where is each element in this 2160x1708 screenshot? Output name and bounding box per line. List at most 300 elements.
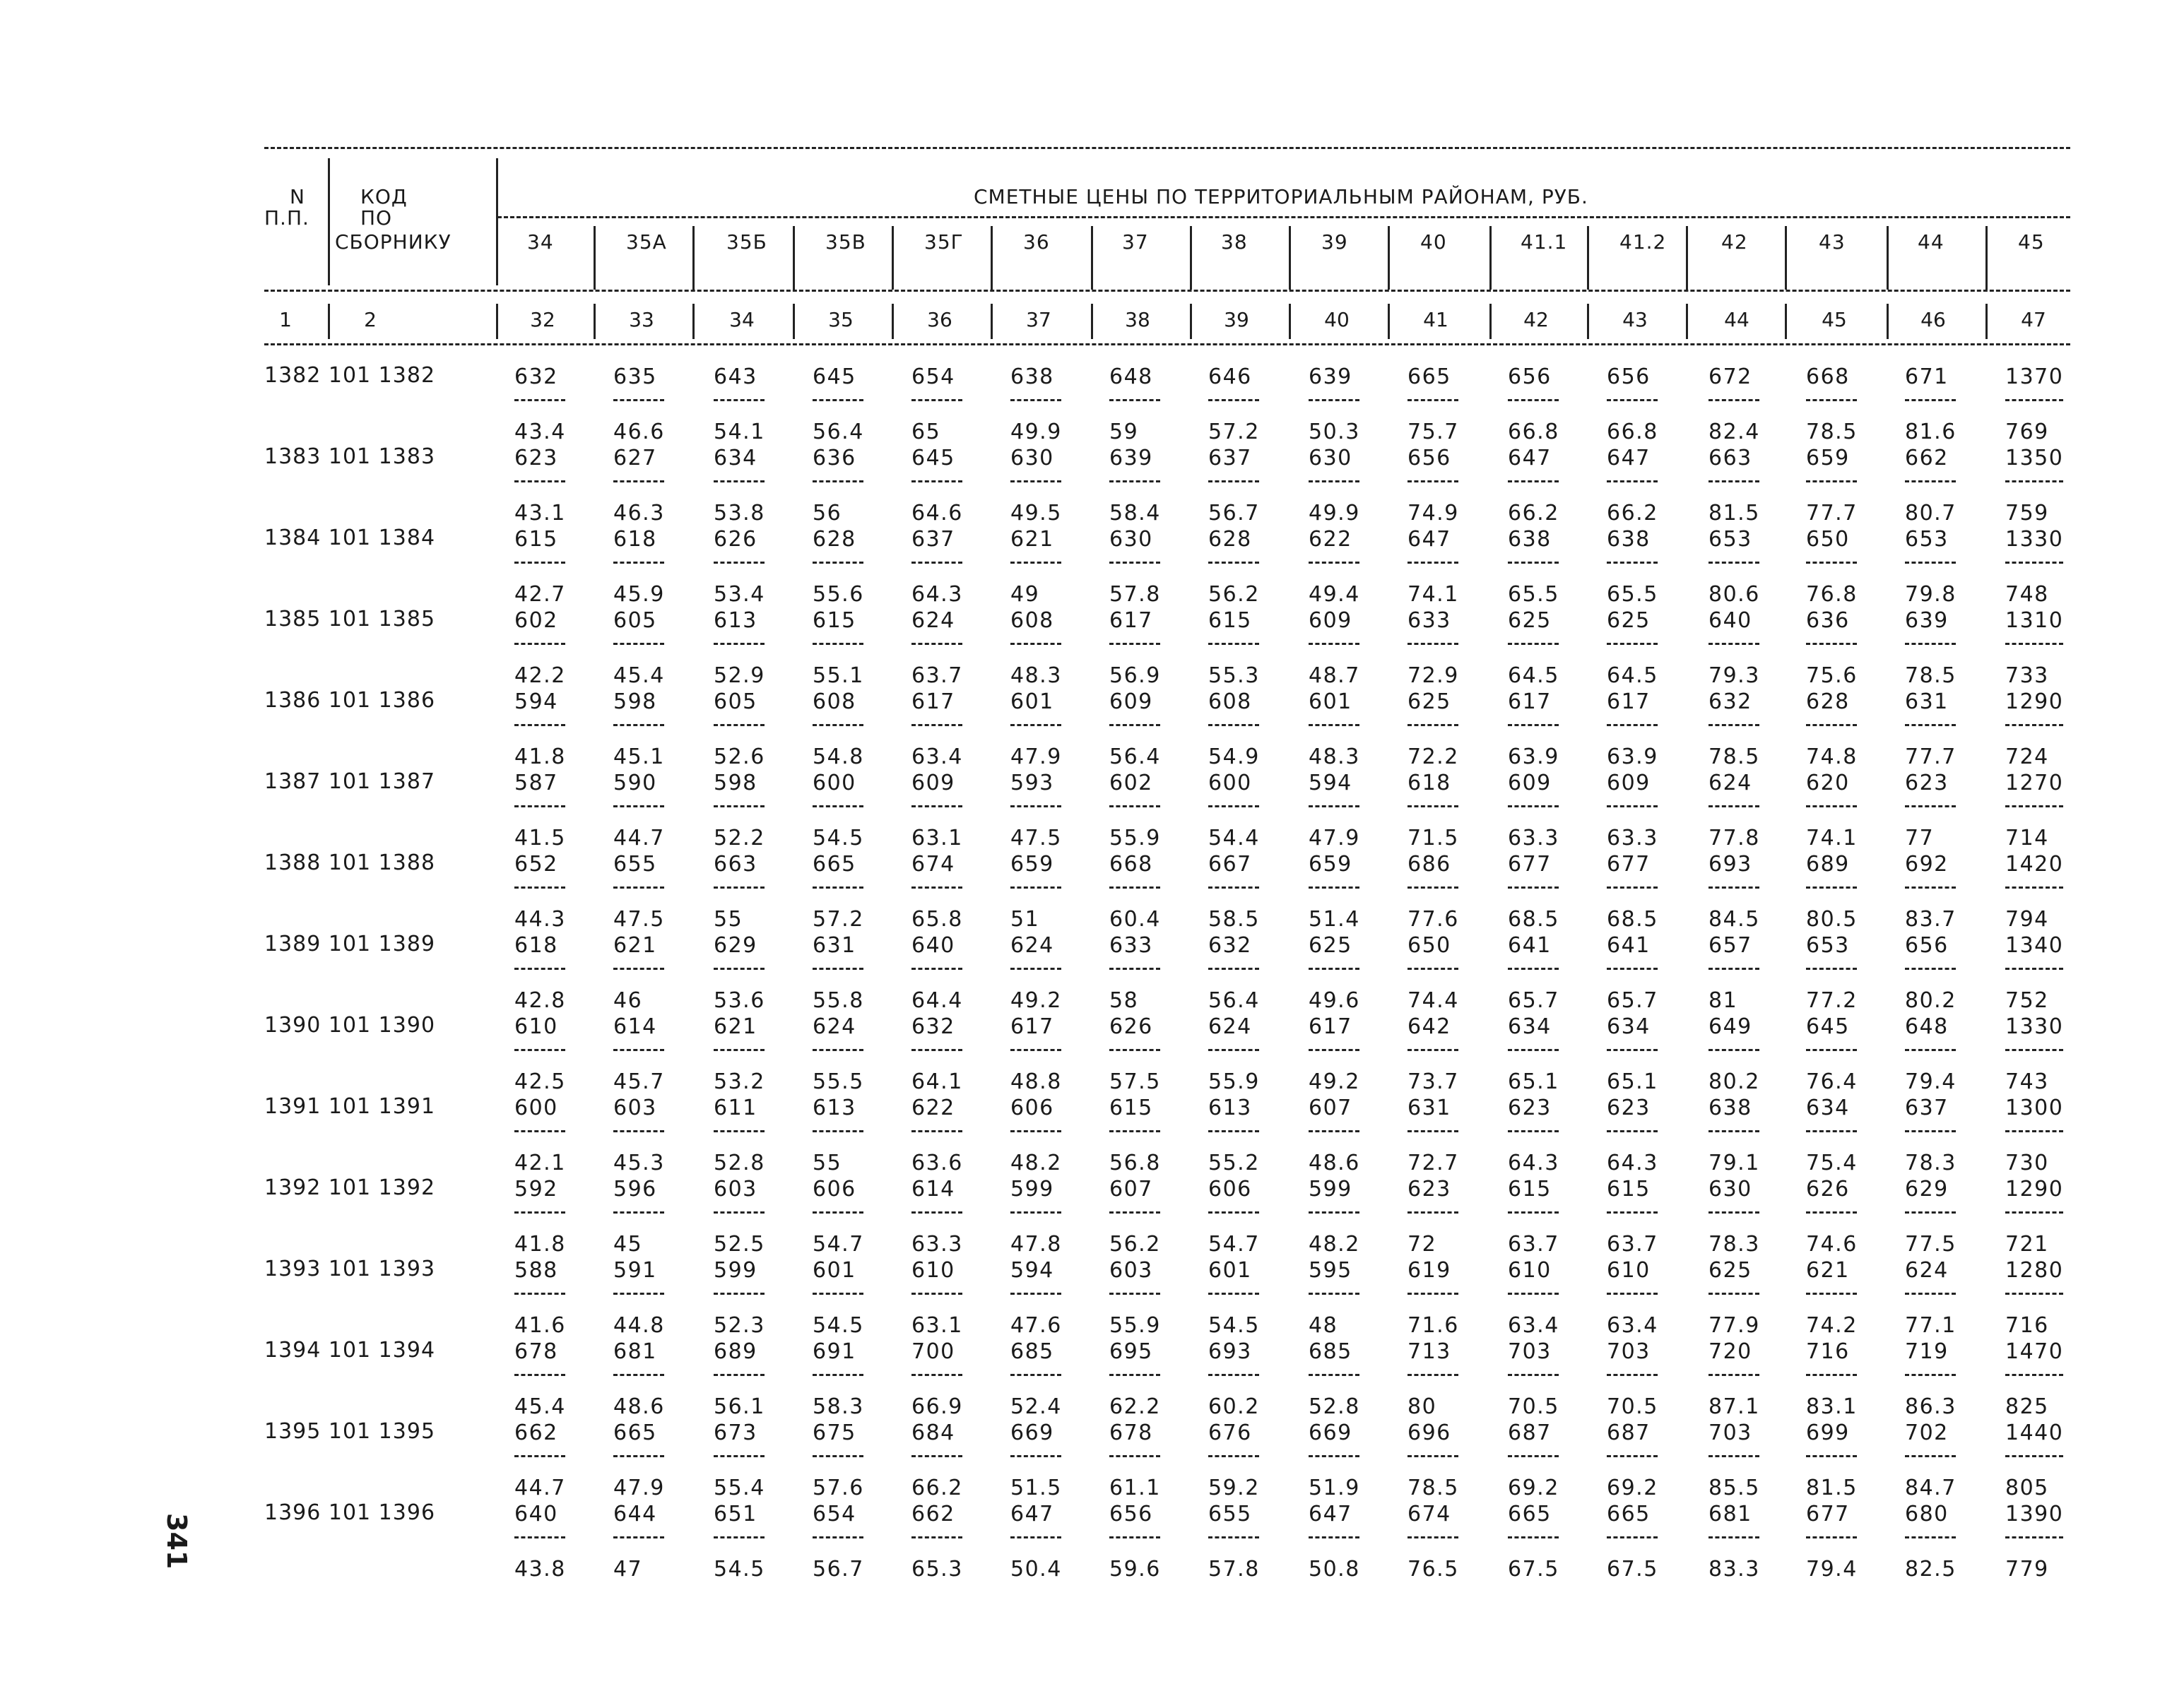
price-cell: 624 — [1708, 771, 1752, 795]
row-label: 1384 101 1384 — [264, 526, 436, 550]
price-cell: 656 — [1905, 933, 1949, 958]
price-cell: 624 — [813, 1014, 856, 1039]
fraction-cell: 65.5 — [1607, 582, 1658, 607]
fraction-cell: 44.7 — [613, 826, 665, 850]
fraction-bar — [1109, 1049, 1160, 1051]
fraction-bar — [1806, 643, 1857, 645]
fraction-cell: 54.5 — [813, 826, 864, 850]
top-rule — [264, 147, 2070, 149]
fraction-bar — [1806, 1049, 1857, 1051]
header-bottom-rule — [264, 343, 2070, 345]
price-cell: 638 — [1010, 364, 1054, 389]
fraction-bar — [1905, 1536, 1956, 1538]
fraction-cell: 46 — [613, 988, 643, 1013]
fraction-cell: 56 — [813, 501, 842, 526]
fraction-bar — [813, 968, 863, 970]
fraction-cell: 66.2 — [911, 1476, 963, 1500]
price-cell: 663 — [1708, 446, 1752, 470]
fraction-bar — [1010, 1374, 1061, 1376]
fraction-cell: 49.9 — [1010, 420, 1062, 444]
fraction-cell: 80.6 — [1708, 582, 1760, 607]
price-cell: 665 — [813, 852, 856, 877]
fraction-cell: 62.2 — [1109, 1394, 1161, 1419]
column-number: 47 — [2021, 308, 2046, 331]
fraction-bar — [813, 1536, 863, 1538]
column-number: 46 — [1920, 308, 1946, 331]
fraction-cell: 52.6 — [714, 745, 765, 769]
price-cell: 639 — [1109, 446, 1153, 470]
fraction-bar — [1010, 399, 1061, 401]
fraction-cell: 60.4 — [1109, 907, 1161, 932]
fraction-bar — [813, 643, 863, 645]
fraction-cell: 48.6 — [1309, 1151, 1360, 1175]
price-cell: 656 — [1508, 364, 1552, 389]
row-label: 1396 101 1396 — [264, 1500, 436, 1525]
fraction-bar — [2005, 1374, 2063, 1376]
price-cell: 598 — [613, 689, 657, 714]
price-cell: 634 — [1607, 1014, 1651, 1039]
price-cell: 632 — [514, 364, 558, 389]
price-cell: 668 — [1109, 852, 1153, 877]
price-cell: 659 — [1309, 852, 1352, 877]
price-cell: 587 — [514, 771, 558, 795]
price-cell: 598 — [714, 771, 757, 795]
column-number-divider — [1190, 304, 1192, 339]
price-cell: 623 — [1607, 1096, 1651, 1120]
fraction-cell: 56.8 — [1109, 1151, 1161, 1175]
district-divider — [1091, 226, 1093, 290]
fraction-bar — [1208, 968, 1259, 970]
district-divider — [1289, 226, 1291, 290]
price-cell: 596 — [613, 1177, 657, 1202]
fraction-bar — [813, 1293, 863, 1295]
price-cell: 625 — [1407, 689, 1451, 714]
price-cell: 665 — [1607, 1502, 1651, 1526]
fraction-cell: 63.3 — [1508, 826, 1559, 850]
fraction-bar — [613, 1536, 664, 1538]
fraction-cell: 71.5 — [1407, 826, 1459, 850]
fraction-bar — [1407, 480, 1458, 482]
price-cell: 641 — [1607, 933, 1651, 958]
fraction-bar — [1806, 1211, 1857, 1214]
price-cell: 613 — [1208, 1096, 1252, 1120]
price-cell: 605 — [714, 689, 757, 714]
fraction-bar — [1905, 1130, 1956, 1132]
fraction-bar — [813, 805, 863, 807]
price-cell: 1390 — [2005, 1502, 2064, 1526]
price-cell: 647 — [1607, 446, 1651, 470]
price-cell: 713 — [1407, 1339, 1451, 1364]
price-cell: 621 — [1010, 527, 1054, 552]
fraction-bar — [514, 480, 565, 482]
district-divider — [594, 226, 596, 290]
price-cell: 602 — [1109, 771, 1153, 795]
fraction-cell: 85.5 — [1708, 1476, 1760, 1500]
fraction-cell: 42.7 — [514, 582, 566, 607]
fraction-bar — [1708, 480, 1759, 482]
fraction-cell: 80 — [1407, 1394, 1437, 1419]
price-cell: 716 — [1806, 1339, 1850, 1364]
price-cell: 665 — [613, 1421, 657, 1445]
fraction-bar — [1905, 968, 1956, 970]
fraction-cell: 57.2 — [1208, 420, 1260, 444]
price-cell: 624 — [1905, 1258, 1949, 1283]
fraction-bar — [1905, 480, 1956, 482]
fraction-bar — [1309, 1374, 1359, 1376]
fraction-bar — [514, 1536, 565, 1538]
fraction-cell: 54.4 — [1208, 826, 1260, 850]
price-cell: 631 — [1905, 689, 1949, 714]
price-cell: 637 — [1905, 1096, 1949, 1120]
fraction-cell: 55.5 — [813, 1069, 864, 1094]
column-number-divider — [1388, 304, 1390, 339]
column-number-divider — [1289, 304, 1291, 339]
price-cell: 606 — [1010, 1096, 1054, 1120]
row-label: 1386 101 1386 — [264, 688, 436, 713]
row-label: 1389 101 1389 — [264, 932, 436, 956]
price-cell: 628 — [1208, 527, 1252, 552]
column-number-divider — [692, 304, 695, 339]
fraction-cell: 66.8 — [1607, 420, 1658, 444]
fraction-cell: 80.2 — [1905, 988, 1957, 1013]
fraction-cell: 63.9 — [1508, 745, 1559, 769]
price-cell: 591 — [613, 1258, 657, 1283]
fraction-cell: 84.5 — [1708, 907, 1760, 932]
column-number: 36 — [927, 308, 952, 331]
price-cell: 1290 — [2005, 1177, 2064, 1202]
fraction-bar — [1508, 1130, 1559, 1132]
fraction-cell: 86.3 — [1905, 1394, 1957, 1419]
fraction-bar — [613, 1455, 664, 1457]
row-label: 1382 101 1382 — [264, 363, 436, 388]
fraction-bar — [613, 562, 664, 564]
fraction-bar — [1508, 1293, 1559, 1295]
fraction-cell: 81.6 — [1905, 420, 1957, 444]
price-cell: 610 — [1508, 1258, 1552, 1283]
fraction-cell: 55.8 — [813, 988, 864, 1013]
fraction-cell: 83.7 — [1905, 907, 1957, 932]
fraction-cell: 63.4 — [911, 745, 963, 769]
row-label: 1392 101 1392 — [264, 1175, 436, 1200]
price-cell: 662 — [911, 1502, 955, 1526]
fraction-bar — [613, 1130, 664, 1132]
fraction-bar — [714, 724, 765, 726]
fraction-cell: 77.5 — [1905, 1232, 1957, 1257]
price-cell: 644 — [613, 1502, 657, 1526]
fraction-bar — [1905, 886, 1956, 889]
fraction-bar — [1407, 1049, 1458, 1051]
fraction-bar — [1309, 1211, 1359, 1214]
price-cell: 689 — [1806, 852, 1850, 877]
fraction-cell: 57.8 — [1109, 582, 1161, 607]
fraction-cell: 47.8 — [1010, 1232, 1062, 1257]
fraction-bar — [1309, 1130, 1359, 1132]
price-cell: 634 — [1806, 1096, 1850, 1120]
fraction-cell: 45.7 — [613, 1069, 665, 1094]
fraction-bar — [1508, 1455, 1559, 1457]
price-cell: 624 — [1010, 933, 1054, 958]
fraction-bar — [1109, 1211, 1160, 1214]
price-cell: 614 — [613, 1014, 657, 1039]
fraction-bar — [1607, 1130, 1658, 1132]
price-cell: 653 — [1905, 527, 1949, 552]
fraction-cell: 55.6 — [813, 582, 864, 607]
fraction-cell: 825 — [2005, 1394, 2049, 1419]
price-cell: 594 — [1010, 1258, 1054, 1283]
fraction-bar — [911, 399, 962, 401]
row-label: 1391 101 1391 — [264, 1094, 436, 1119]
fraction-bar — [1407, 724, 1458, 726]
price-cell: 677 — [1806, 1502, 1850, 1526]
fraction-cell: 47.5 — [613, 907, 665, 932]
price-cell: 680 — [1905, 1502, 1949, 1526]
fraction-cell: 77.2 — [1806, 988, 1858, 1013]
price-cell: 654 — [911, 364, 955, 389]
price-cell: 620 — [1806, 771, 1850, 795]
price-cell: 640 — [911, 933, 955, 958]
fraction-cell: 53.6 — [714, 988, 765, 1013]
price-cell: 636 — [1806, 608, 1850, 633]
fraction-cell: 63.7 — [1508, 1232, 1559, 1257]
fraction-cell: 56.2 — [1109, 1232, 1161, 1257]
fraction-bar — [1309, 1536, 1359, 1538]
price-cell: 691 — [813, 1339, 856, 1364]
fraction-bar — [1806, 724, 1857, 726]
fraction-bar — [2005, 643, 2063, 645]
district-header: 35Г — [924, 230, 964, 254]
fraction-bar — [911, 1293, 962, 1295]
fraction-cell: 74.1 — [1407, 582, 1459, 607]
fraction-bar — [613, 480, 664, 482]
fraction-bar — [1407, 1211, 1458, 1214]
price-cell: 608 — [1208, 689, 1252, 714]
price-cell: 1330 — [2005, 527, 2064, 552]
price-cell: 675 — [813, 1421, 856, 1445]
price-cell: 600 — [1208, 771, 1252, 795]
price-cell: 665 — [1508, 1502, 1552, 1526]
fraction-cell: 56.7 — [813, 1557, 864, 1582]
fraction-cell: 58.5 — [1208, 907, 1260, 932]
fraction-cell: 52.3 — [714, 1313, 765, 1338]
fraction-bar — [911, 886, 962, 889]
fraction-bar — [1309, 1293, 1359, 1295]
fraction-bar — [1109, 1374, 1160, 1376]
fraction-cell: 44.7 — [514, 1476, 566, 1500]
district-divider — [991, 226, 993, 290]
price-cell: 692 — [1905, 852, 1949, 877]
fraction-cell: 45.3 — [613, 1151, 665, 1175]
fraction-cell: 54.5 — [1208, 1313, 1260, 1338]
fraction-bar — [714, 480, 765, 482]
fraction-cell: 43.8 — [514, 1557, 566, 1582]
fraction-bar — [1208, 1211, 1259, 1214]
fraction-bar — [1806, 805, 1857, 807]
fraction-bar — [1806, 1374, 1857, 1376]
fraction-bar — [1708, 1536, 1759, 1538]
fraction-cell: 54.1 — [714, 420, 765, 444]
column-number-divider — [1587, 304, 1589, 339]
fraction-cell: 81.5 — [1806, 1476, 1858, 1500]
fraction-bar — [1010, 1536, 1061, 1538]
fraction-cell: 56.2 — [1208, 582, 1260, 607]
fraction-bar — [514, 399, 565, 401]
fraction-bar — [1407, 562, 1458, 564]
price-cell: 617 — [1607, 689, 1651, 714]
fraction-bar — [1905, 399, 1956, 401]
fraction-bar — [813, 1211, 863, 1214]
fraction-cell: 55 — [813, 1151, 842, 1175]
fraction-bar — [714, 968, 765, 970]
fraction-bar — [514, 643, 565, 645]
fraction-bar — [1407, 1374, 1458, 1376]
fraction-bar — [1607, 968, 1658, 970]
fraction-bar — [1508, 399, 1559, 401]
price-cell: 625 — [1708, 1258, 1752, 1283]
fraction-cell: 41.5 — [514, 826, 566, 850]
fraction-cell: 54.9 — [1208, 745, 1260, 769]
price-cell: 600 — [813, 771, 856, 795]
fraction-bar — [2005, 1211, 2063, 1214]
fraction-cell: 78.5 — [1806, 420, 1858, 444]
fraction-bar — [714, 1049, 765, 1051]
fraction-cell: 67.5 — [1607, 1557, 1658, 1582]
fraction-cell: 78.5 — [1407, 1476, 1459, 1500]
fraction-cell: 60.2 — [1208, 1394, 1260, 1419]
fraction-bar — [613, 399, 664, 401]
price-cell: 595 — [1309, 1258, 1352, 1283]
fraction-bar — [1309, 643, 1359, 645]
fraction-cell: 54.5 — [714, 1557, 765, 1582]
fraction-cell: 64.6 — [911, 501, 963, 526]
fraction-bar — [1208, 1374, 1259, 1376]
fraction-cell: 77.1 — [1905, 1313, 1957, 1338]
fraction-bar — [911, 1130, 962, 1132]
fraction-bar — [1905, 643, 1956, 645]
price-cell: 617 — [1010, 1014, 1054, 1039]
fraction-bar — [1109, 805, 1160, 807]
fraction-cell: 55.4 — [714, 1476, 765, 1500]
price-cell: 632 — [911, 1014, 955, 1039]
column-number-divider — [892, 304, 894, 339]
price-cell: 624 — [1208, 1014, 1252, 1039]
fraction-bar — [714, 1536, 765, 1538]
fraction-cell: 63.6 — [911, 1151, 963, 1175]
price-cell: 639 — [1905, 608, 1949, 633]
title-rule — [497, 216, 2070, 218]
fraction-cell: 80.7 — [1905, 501, 1957, 526]
district-header: 41.1 — [1521, 230, 1568, 254]
fraction-cell: 54.7 — [813, 1232, 864, 1257]
fraction-bar — [714, 1374, 765, 1376]
fraction-bar — [1905, 805, 1956, 807]
fraction-bar — [1508, 886, 1559, 889]
fraction-bar — [1607, 1536, 1658, 1538]
fraction-cell: 64.1 — [911, 1069, 963, 1094]
price-cell: 603 — [714, 1177, 757, 1202]
fraction-cell: 42.1 — [514, 1151, 566, 1175]
fraction-cell: 73.7 — [1407, 1069, 1459, 1094]
price-cell: 617 — [1309, 1014, 1352, 1039]
fraction-cell: 70.5 — [1508, 1394, 1559, 1419]
price-cell: 625 — [1309, 933, 1352, 958]
column-number: 40 — [1324, 308, 1350, 331]
fraction-bar — [1208, 1455, 1259, 1457]
fraction-bar — [1708, 1211, 1759, 1214]
fraction-cell: 58 — [1109, 988, 1139, 1013]
price-cell: 1270 — [2005, 771, 2064, 795]
fraction-cell: 75.7 — [1407, 420, 1459, 444]
header-code-1: КОД — [360, 185, 408, 208]
fraction-cell: 80.5 — [1806, 907, 1858, 932]
district-header: 37 — [1122, 230, 1149, 254]
fraction-bar — [2005, 805, 2063, 807]
price-cell: 630 — [1708, 1177, 1752, 1202]
price-cell: 640 — [1708, 608, 1752, 633]
fraction-cell: 53.8 — [714, 501, 765, 526]
fraction-bar — [1905, 1211, 1956, 1214]
fraction-cell: 759 — [2005, 501, 2049, 526]
district-divider — [1985, 226, 1988, 290]
price-cell: 687 — [1607, 1421, 1651, 1445]
fraction-cell: 69.2 — [1607, 1476, 1658, 1500]
fraction-cell: 50.8 — [1309, 1557, 1360, 1582]
fraction-cell: 80.2 — [1708, 1069, 1760, 1094]
price-cell: 669 — [1309, 1421, 1352, 1445]
fraction-cell: 56.9 — [1109, 663, 1161, 688]
fraction-cell: 47.5 — [1010, 826, 1062, 850]
price-cell: 609 — [911, 771, 955, 795]
price-cell: 590 — [613, 771, 657, 795]
column-number-divider — [1785, 304, 1787, 339]
fraction-bar — [613, 886, 664, 889]
column-number: 41 — [1423, 308, 1448, 331]
fraction-bar — [1208, 724, 1259, 726]
price-cell: 615 — [514, 527, 558, 552]
fraction-cell: 79.3 — [1708, 663, 1760, 688]
district-divider — [1388, 226, 1390, 290]
fraction-bar — [1208, 886, 1259, 889]
fraction-bar — [1607, 805, 1658, 807]
price-cell: 703 — [1607, 1339, 1651, 1364]
price-cell: 671 — [1905, 364, 1949, 389]
fraction-bar — [813, 399, 863, 401]
fraction-bar — [1208, 805, 1259, 807]
column-number-divider — [991, 304, 993, 339]
fraction-cell: 50.3 — [1309, 420, 1360, 444]
price-cell: 626 — [1109, 1014, 1153, 1039]
fraction-cell: 743 — [2005, 1069, 2049, 1094]
price-cell: 653 — [1708, 527, 1752, 552]
price-cell: 672 — [1708, 364, 1752, 389]
fraction-bar — [613, 1293, 664, 1295]
fraction-cell: 70.5 — [1607, 1394, 1658, 1419]
fraction-bar — [1806, 968, 1857, 970]
price-cell: 628 — [813, 527, 856, 552]
price-cell: 684 — [911, 1421, 955, 1445]
fraction-bar — [911, 1211, 962, 1214]
fraction-cell: 77 — [1905, 826, 1935, 850]
fraction-cell: 79.8 — [1905, 582, 1957, 607]
price-cell: 638 — [1708, 1096, 1752, 1120]
price-cell: 669 — [1010, 1421, 1054, 1445]
price-cell: 703 — [1508, 1339, 1552, 1364]
fraction-bar — [1905, 1455, 1956, 1457]
fraction-cell: 75.6 — [1806, 663, 1858, 688]
price-cell: 657 — [1708, 933, 1752, 958]
fraction-cell: 51.9 — [1309, 1476, 1360, 1500]
price-cell: 689 — [714, 1339, 757, 1364]
price-cell: 656 — [1109, 1502, 1153, 1526]
